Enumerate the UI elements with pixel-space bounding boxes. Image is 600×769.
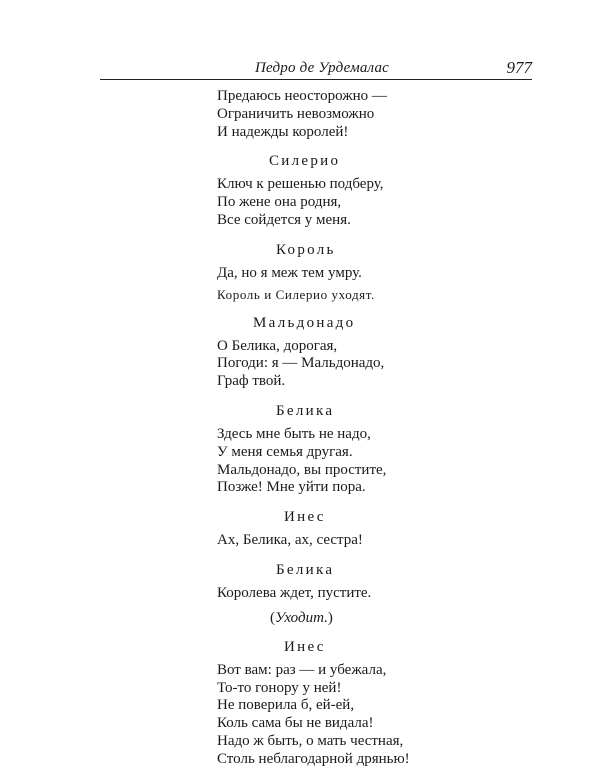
verse-line: И надежды королей! — [217, 123, 349, 140]
header-rule — [100, 79, 532, 80]
verse-line: Погоди: я — Мальдонадо, — [217, 355, 385, 372]
verse-block — [217, 532, 517, 550]
page-number: 977 — [506, 58, 532, 77]
speaker-name: Инес — [284, 638, 326, 655]
verse-block — [217, 662, 517, 769]
speaker-name: Инес — [284, 509, 326, 526]
verse-line: То-то гонору у ней! — [217, 679, 342, 696]
verse-line: Позже! Мне уйти пора. — [217, 479, 366, 496]
verse-line: По жене она родня, — [217, 194, 342, 211]
verse-block — [217, 176, 517, 229]
verse-block — [217, 585, 517, 603]
paren-close: ) — [327, 609, 333, 626]
speaker-name: Силерио — [269, 153, 341, 170]
verse-block — [217, 88, 517, 141]
verse-line: Ах, Белика, ах, сестра! — [217, 532, 363, 549]
verse-line: Предаюсь неосторожно — — [217, 88, 387, 104]
stage-direction-text: Уходит. — [275, 609, 328, 626]
verse-block — [217, 265, 517, 283]
verse-line: Ключ к решенью подберу, — [217, 176, 384, 193]
verse-line: Мальдонадо, вы простите, — [217, 461, 387, 478]
verse-line: Коль сама бы не видала! — [217, 715, 374, 732]
verse-line: Столь неблагодарной дрянью! — [217, 750, 410, 767]
verse-line: О Белика, дорогая, — [217, 337, 338, 354]
verse-line: Ограничить невозможно — [217, 105, 375, 122]
verse-line: Не поверила б, ей-ей, — [217, 697, 355, 714]
running-title: Педро де Урдемалас — [255, 60, 390, 76]
page-header — [100, 58, 532, 80]
play-text — [217, 88, 517, 769]
verse-line: Да, но я меж тем умру. — [217, 264, 362, 281]
verse-line: Королева ждет, пустите. — [217, 584, 372, 601]
verse-line: Здесь мне быть не надо, — [217, 425, 371, 442]
verse-line: Вот вам: раз — и убежала, — [217, 661, 387, 678]
speaker-name: Белика — [276, 561, 335, 578]
verse-block — [217, 426, 517, 497]
verse-line: Граф твой. — [217, 373, 286, 390]
stage-direction-exit — [217, 609, 517, 627]
verse-line: Надо ж быть, о мать честная, — [217, 732, 404, 749]
verse-block — [217, 338, 517, 391]
speaker-name: Мальдонадо — [253, 314, 356, 331]
stage-direction: Король и Силерио уходят. — [217, 286, 375, 302]
verse-line: Все сойдется у меня. — [217, 211, 351, 228]
paren-open: ( — [270, 609, 275, 626]
speaker-name: Король — [276, 241, 336, 258]
verse-line: У меня семья другая. — [217, 443, 353, 460]
speaker-name: Белика — [276, 402, 335, 419]
